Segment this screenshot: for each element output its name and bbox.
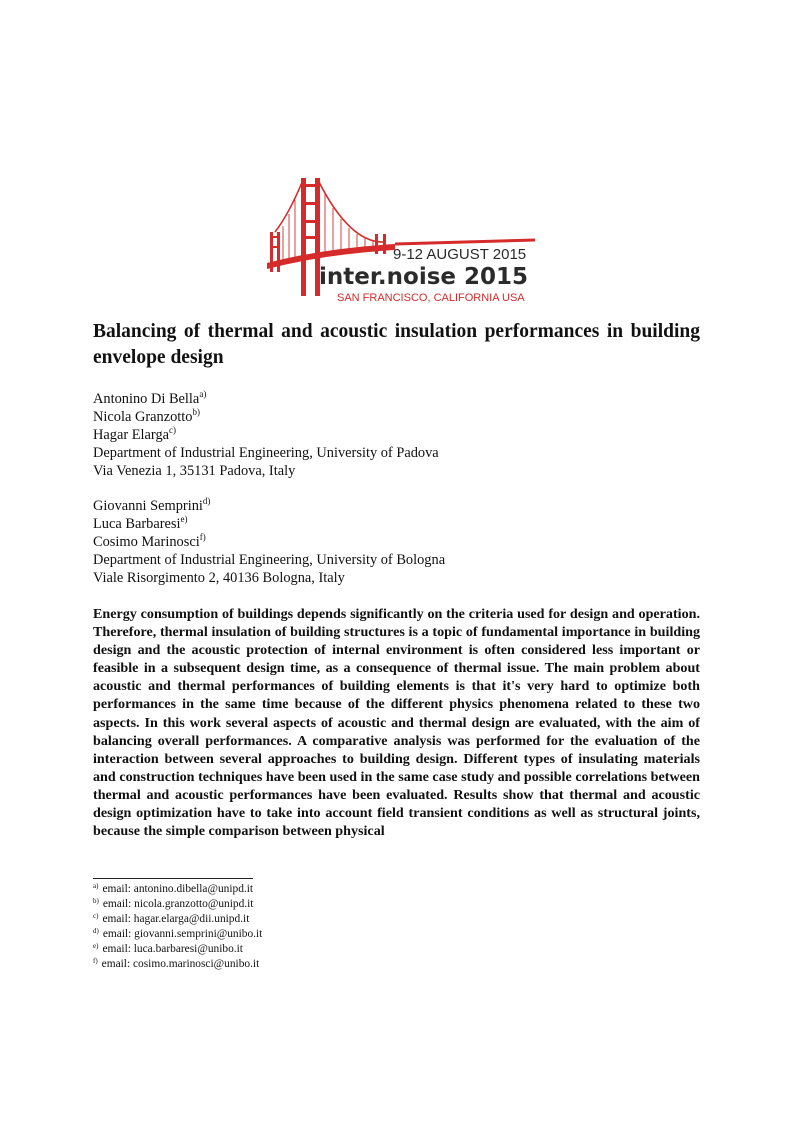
footnote-mark: f) (93, 957, 98, 965)
author-mark: f) (199, 532, 206, 542)
abstract: Energy consumption of buildings depends significantly on the criteria used for design and operation. Therefore, thermal insulation of building structures is a topic of fundamental importance in building design and the acoustic protection of internal environment is often considered less important or feasible in a subsequent design time, as a consequence of thermal issue. The main problem about acoustic and thermal performances of building elements is that it's very hard to optimize both performances in the same time because of the different physics phenomena related to these two aspects. In this work several aspects of acoustic and thermal design are evaluated, with the aim of balancing overall performances. A comparative analysis was performed for the evaluation of the interaction between several approaches to building design. Different types of insulating materials and construction techniques have been used in the same case study and possible correlations between thermal and acoustic performances have been evaluated. Results show that thermal and acoustic design optimization have to take into account field transient conditions as well as structural joints, because the simple comparison between physical (93, 606, 700, 840)
footnote-mark: e) (93, 942, 99, 950)
footnote-item (93, 957, 262, 972)
author-mark: b) (192, 407, 200, 417)
footnote-item (93, 882, 262, 897)
logo-name: inter.noise 2015 (319, 264, 529, 290)
footnotes (93, 882, 262, 972)
footnote-item (93, 942, 262, 957)
author-mark: a) (199, 389, 207, 399)
footnote-email: email: nicola.granzotto@unipd.it (102, 898, 254, 910)
author-mark: d) (202, 496, 211, 506)
author-name: Cosimo Marinosci (93, 534, 200, 550)
author-line (93, 515, 713, 533)
affiliation-department: Department of Industrial Engineering, University of Bologna (93, 552, 446, 568)
footnote-item (93, 897, 262, 912)
author-line (93, 408, 713, 426)
footnote-rule (93, 878, 253, 879)
author-mark: c) (169, 425, 177, 435)
logo-dates: 9-12 AUGUST 2015 (393, 246, 527, 263)
footnote-email: email: hagar.elarga@dii.unipd.it (102, 913, 250, 925)
footnote-item (93, 927, 262, 942)
footnote-mark: d) (93, 927, 99, 935)
author-line (93, 390, 713, 408)
footnote-email: email: antonino.dibella@unipd.it (102, 883, 254, 895)
footnote-item (93, 912, 262, 927)
affiliation-department: Department of Industrial Engineering, University of Padova (93, 445, 439, 461)
footnote-email: email: giovanni.semprini@unibo.it (102, 928, 263, 940)
author-name: Luca Barbaresi (93, 516, 181, 532)
footnote-email: email: luca.barbaresi@unibo.it (102, 943, 243, 955)
conference-logo (265, 174, 540, 306)
footnote-email: email: cosimo.marinosci@unibo.it (101, 958, 260, 970)
logo-location: SAN FRANCISCO, CALIFORNIA USA (337, 292, 525, 304)
author-mark: e) (180, 514, 188, 524)
author-name: Nicola Granzotto (93, 409, 193, 425)
footnote-mark: a) (93, 882, 99, 890)
author-line (93, 497, 713, 515)
paper-title: Balancing of thermal and acoustic insulation performances in building envelope design (93, 321, 700, 368)
affiliation-address: Via Venezia 1, 35131 Padova, Italy (93, 463, 296, 479)
footnote-mark: c) (93, 912, 99, 920)
author-line (93, 426, 713, 444)
author-group-bologna (93, 497, 713, 587)
author-group-padova (93, 390, 713, 480)
footnote-mark: b) (93, 897, 99, 905)
author-line (93, 533, 713, 551)
author-name: Giovanni Semprini (93, 498, 203, 514)
affiliation-address: Viale Risorgimento 2, 40136 Bologna, Italy (93, 570, 345, 586)
author-name: Antonino Di Bella (93, 391, 200, 407)
author-name: Hagar Elarga (93, 427, 170, 443)
